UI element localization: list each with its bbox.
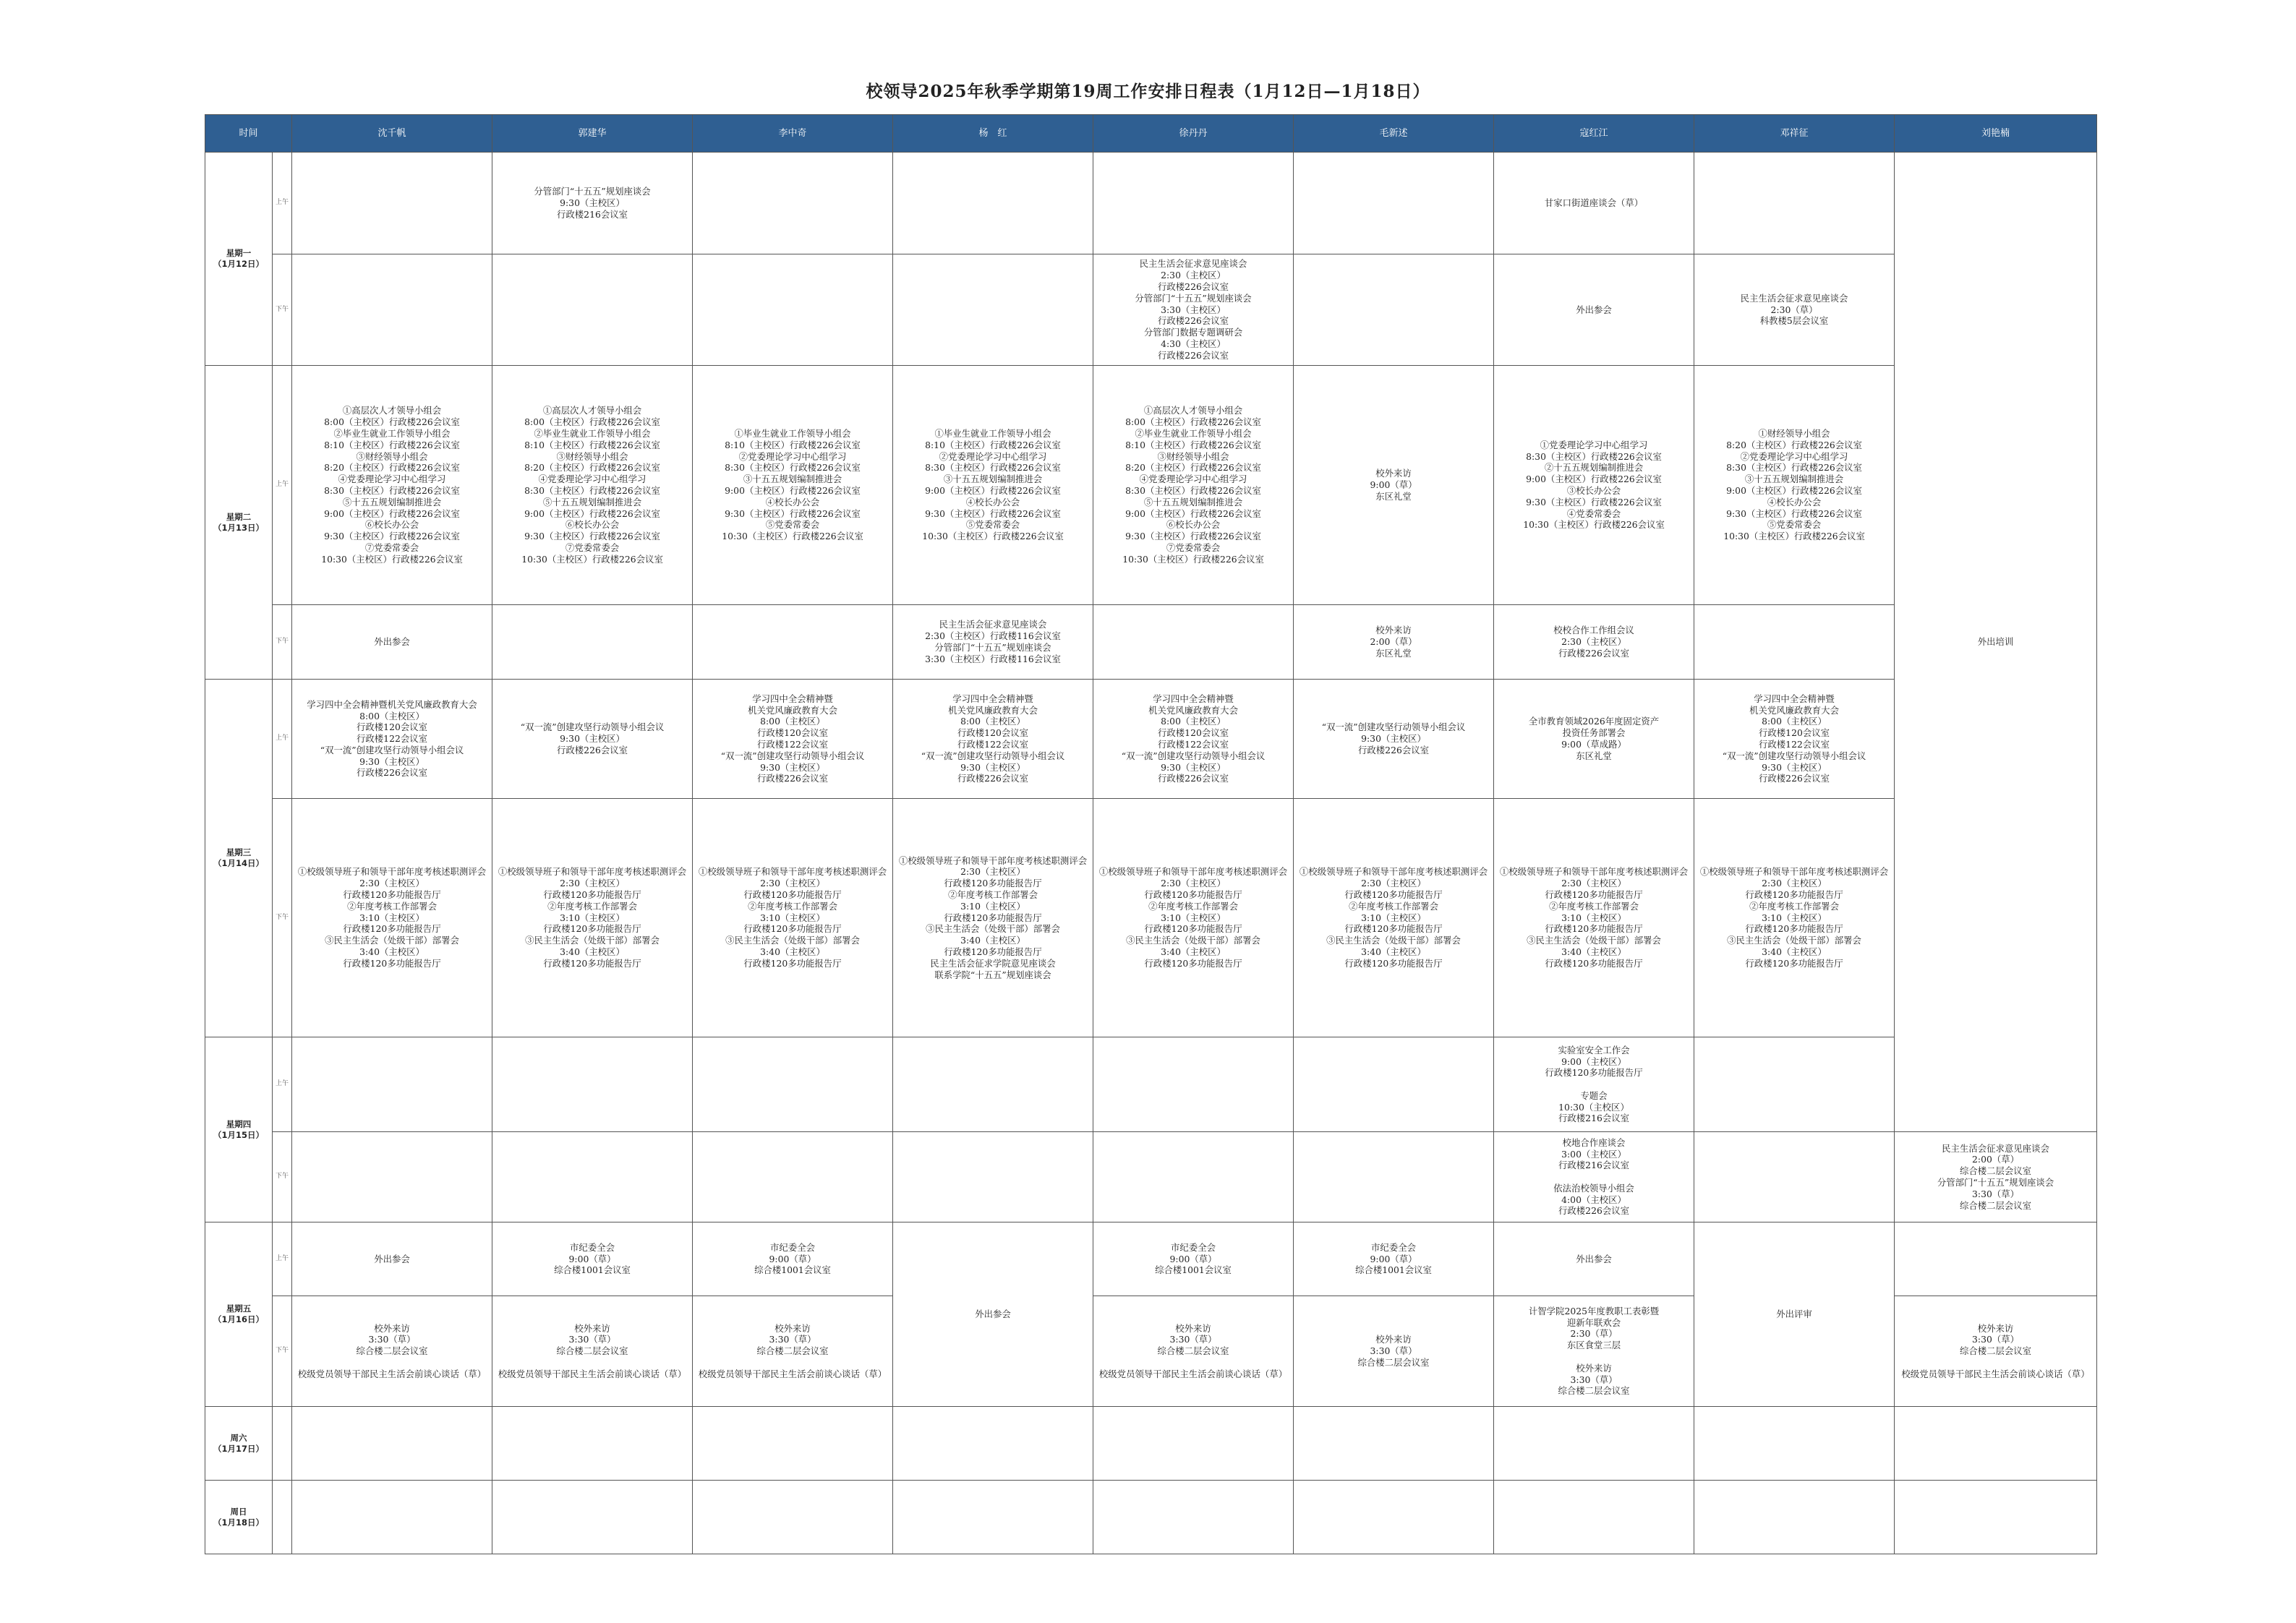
schedule-cell: 市纪委全会 9:00（草） 综合楼1001会议室 bbox=[1294, 1222, 1494, 1296]
schedule-cell bbox=[893, 1481, 1093, 1554]
half-label: 上午 bbox=[273, 153, 292, 254]
schedule-cell bbox=[1895, 1222, 2097, 1296]
schedule-table bbox=[205, 114, 2097, 1554]
schedule-cell: 甘家口街道座谈会（草） bbox=[1494, 153, 1694, 254]
schedule-cell bbox=[492, 254, 693, 366]
half-label: 下午 bbox=[273, 1132, 292, 1222]
schedule-cell bbox=[1294, 1037, 1494, 1132]
schedule-cell: 校外来访 3:30（草） 综合楼二层会议室 bbox=[1294, 1296, 1494, 1407]
header-person: 刘艳楠 bbox=[1895, 115, 2097, 153]
schedule-cell bbox=[1694, 1037, 1895, 1132]
schedule-cell: ①高层次人才领导小组会 8:00（主校区）行政楼226会议室 ②毕业生就业工作领导小组会 8:10（主校区）行政楼226会议室 ③财经领导小组会 8:20（主校区）行政楼226会议室 ④党委理论学习中心组学习 8:30（主校区）行政楼226会议室 ⑤十五五规划编制推进会 9:00（主校区）行政楼226会议室 ⑥校长办公会 9:30（主校区）行政楼226会议室 ⑦党委常委会 10:30（主校区）行政楼226会议室 bbox=[1093, 366, 1294, 605]
schedule-cell: 全市教育领域2026年度固定资产 投资任务部署会 9:00（草成路） 东区礼堂 bbox=[1494, 680, 1694, 799]
row-mon-pm bbox=[205, 254, 2097, 366]
schedule-cell bbox=[1294, 1407, 1494, 1481]
schedule-cell: 计智学院2025年度教职工表彰暨 迎新年联欢会 2:30（草） 东区食堂三层 校外来访 3:30（草） 综合楼二层会议室 bbox=[1494, 1296, 1694, 1407]
row-thu-am bbox=[205, 1037, 2097, 1132]
schedule-cell bbox=[1093, 1407, 1294, 1481]
schedule-cell bbox=[1294, 1132, 1494, 1222]
half-label: 下午 bbox=[273, 605, 292, 680]
schedule-cell: 外出参会 bbox=[292, 1222, 492, 1296]
header-time: 时间 bbox=[205, 115, 292, 153]
schedule-cell bbox=[1294, 1481, 1494, 1554]
schedule-cell: ①校级领导班子和领导干部年度考核述职测评会 2:30（主校区） 行政楼120多功能报告厅 ②年度考核工作部署会 3:10（主校区） 行政楼120多功能报告厅 ③民主生活会（处级干部）部署会 3:40（主校区） 行政楼120多功能报告厅 bbox=[693, 799, 893, 1037]
half-label: 上午 bbox=[273, 680, 292, 799]
day-label: 周六 （1月17日） bbox=[205, 1407, 273, 1481]
schedule-cell bbox=[1093, 1481, 1294, 1554]
header-person: 杨 红 bbox=[893, 115, 1093, 153]
row-sat bbox=[205, 1407, 2097, 1481]
schedule-cell: 外出参会 bbox=[893, 1222, 1093, 1407]
schedule-cell bbox=[693, 605, 893, 680]
schedule-cell: ①高层次人才领导小组会 8:00（主校区）行政楼226会议室 ②毕业生就业工作领导小组会 8:10（主校区）行政楼226会议室 ③财经领导小组会 8:20（主校区）行政楼226会议室 ④党委理论学习中心组学习 8:30（主校区）行政楼226会议室 ⑤十五五规划编制推进会 9:00（主校区）行政楼226会议室 ⑥校长办公会 9:30（主校区）行政楼226会议室 ⑦党委常委会 10:30（主校区）行政楼226会议室 bbox=[492, 366, 693, 605]
schedule-cell bbox=[693, 1132, 893, 1222]
schedule-cell: 学习四中全会精神暨 机关党风廉政教育大会 8:00（主校区） 行政楼120会议室 行政楼122会议室 “双一流”创建攻坚行动领导小组会议 9:30（主校区） 行政楼226会议室 bbox=[1093, 680, 1294, 799]
schedule-cell: ①党委理论学习中心组学习 8:30（主校区）行政楼226会议室 ②十五五规划编制推进会 9:00（主校区）行政楼226会议室 ③校长办公会 9:30（主校区）行政楼226会议室 ④党委常委会 10:30（主校区）行政楼226会议室 bbox=[1494, 366, 1694, 605]
schedule-cell bbox=[893, 1132, 1093, 1222]
day-label: 星期一 （1月12日） bbox=[205, 153, 273, 366]
schedule-cell: 校外来访 3:30（草） 综合楼二层会议室 校级党员领导干部民主生活会前谈心谈话（草） bbox=[492, 1296, 693, 1407]
schedule-cell: 校外来访 2:00（草） 东区礼堂 bbox=[1294, 605, 1494, 680]
schedule-cell: 校外来访 9:00（草） 东区礼堂 bbox=[1294, 366, 1494, 605]
schedule-cell bbox=[292, 1132, 492, 1222]
schedule-cell bbox=[893, 1407, 1093, 1481]
schedule-cell bbox=[1694, 1407, 1895, 1481]
header-person: 徐丹丹 bbox=[1093, 115, 1294, 153]
schedule-cell bbox=[1694, 1481, 1895, 1554]
day-label: 星期三 （1月14日） bbox=[205, 680, 273, 1037]
schedule-cell bbox=[1895, 1481, 2097, 1554]
schedule-cell bbox=[693, 153, 893, 254]
schedule-cell: 校外来访 3:30（草） 综合楼二层会议室 校级党员领导干部民主生活会前谈心谈话（草） bbox=[1895, 1296, 2097, 1407]
schedule-cell: ①校级领导班子和领导干部年度考核述职测评会 2:30（主校区） 行政楼120多功能报告厅 ②年度考核工作部署会 3:10（主校区） 行政楼120多功能报告厅 ③民主生活会（处级干部）部署会 3:40（主校区） 行政楼120多功能报告厅 bbox=[1294, 799, 1494, 1037]
schedule-cell: ①校级领导班子和领导干部年度考核述职测评会 2:30（主校区） 行政楼120多功能报告厅 ②年度考核工作部署会 3:10（主校区） 行政楼120多功能报告厅 ③民主生活会（处级干部）部署会 3:40（主校区） 行政楼120多功能报告厅 民主生活会征求学院意见座谈会 联系学院“十五五”规划座谈会 bbox=[893, 799, 1093, 1037]
half-label: 下午 bbox=[273, 254, 292, 366]
page-title: 校领导2025年秋季学期第19周工作安排日程表（1月12日—1月18日） bbox=[866, 82, 1430, 101]
schedule-cell bbox=[492, 1132, 693, 1222]
schedule-cell bbox=[1694, 153, 1895, 254]
schedule-cell: ①毕业生就业工作领导小组会 8:10（主校区）行政楼226会议室 ②党委理论学习中心组学习 8:30（主校区）行政楼226会议室 ③十五五规划编制推进会 9:00（主校区）行政楼226会议室 ④校长办公会 9:30（主校区）行政楼226会议室 ⑤党委常委会 10:30（主校区）行政楼226会议室 bbox=[693, 366, 893, 605]
schedule-cell: ①校级领导班子和领导干部年度考核述职测评会 2:30（主校区） 行政楼120多功能报告厅 ②年度考核工作部署会 3:10（主校区） 行政楼120多功能报告厅 ③民主生活会（处级干部）部署会 3:40（主校区） 行政楼120多功能报告厅 bbox=[1694, 799, 1895, 1037]
half-label: 下午 bbox=[273, 799, 292, 1037]
schedule-cell bbox=[1093, 1132, 1294, 1222]
schedule-cell: 校外来访 3:30（草） 综合楼二层会议室 校级党员领导干部民主生活会前谈心谈话（草） bbox=[693, 1296, 893, 1407]
day-label: 星期四 （1月15日） bbox=[205, 1037, 273, 1222]
schedule-cell: 外出参会 bbox=[1494, 254, 1694, 366]
day-label: 星期五 （1月16日） bbox=[205, 1222, 273, 1407]
header-person: 郭建华 bbox=[492, 115, 693, 153]
schedule-cell: 学习四中全会精神暨 机关党风廉政教育大会 8:00（主校区） 行政楼120会议室 行政楼122会议室 “双一流”创建攻坚行动领导小组会议 9:30（主校区） 行政楼226会议室 bbox=[893, 680, 1093, 799]
schedule-cell: 外出参会 bbox=[1494, 1222, 1694, 1296]
schedule-cell: 市纪委全会 9:00（草） 综合楼1001会议室 bbox=[492, 1222, 693, 1296]
header-person: 寇红江 bbox=[1494, 115, 1694, 153]
schedule-cell: ①高层次人才领导小组会 8:00（主校区）行政楼226会议室 ②毕业生就业工作领导小组会 8:10（主校区）行政楼226会议室 ③财经领导小组会 8:20（主校区）行政楼226会议室 ④党委理论学习中心组学习 8:30（主校区）行政楼226会议室 ⑤十五五规划编制推进会 9:00（主校区）行政楼226会议室 ⑥校长办公会 9:30（主校区）行政楼226会议室 ⑦党委常委会 10:30（主校区）行政楼226会议室 bbox=[292, 366, 492, 605]
row-tue-pm bbox=[205, 605, 2097, 680]
schedule-cell bbox=[1093, 153, 1294, 254]
schedule-cell bbox=[292, 1481, 492, 1554]
schedule-cell: ①校级领导班子和领导干部年度考核述职测评会 2:30（主校区） 行政楼120多功能报告厅 ②年度考核工作部署会 3:10（主校区） 行政楼120多功能报告厅 ③民主生活会（处级干部）部署会 3:40（主校区） 行政楼120多功能报告厅 bbox=[1093, 799, 1294, 1037]
half-label bbox=[273, 1481, 292, 1554]
header-row bbox=[205, 115, 2097, 153]
schedule-cell: ①校级领导班子和领导干部年度考核述职测评会 2:30（主校区） 行政楼120多功能报告厅 ②年度考核工作部署会 3:10（主校区） 行政楼120多功能报告厅 ③民主生活会（处级干部）部署会 3:40（主校区） 行政楼120多功能报告厅 bbox=[1494, 799, 1694, 1037]
schedule-cell bbox=[1294, 254, 1494, 366]
schedule-cell: ①财经领导小组会 8:20（主校区）行政楼226会议室 ②党委理论学习中心组学习 8:30（主校区）行政楼226会议室 ③十五五规划编制推进会 9:00（主校区）行政楼226会议室 ④校长办公会 9:30（主校区）行政楼226会议室 ⑤党委常委会 10:30（主校区）行政楼226会议室 bbox=[1694, 366, 1895, 605]
row-tue-am bbox=[205, 366, 2097, 605]
header-person: 李中奇 bbox=[693, 115, 893, 153]
schedule-cell bbox=[492, 605, 693, 680]
schedule-cell bbox=[492, 1037, 693, 1132]
schedule-cell bbox=[693, 1407, 893, 1481]
schedule-cell: 民主生活会征求意见座谈会 2:30（主校区） 行政楼226会议室 分管部门“十五五”规划座谈会 3:30（主校区） 行政楼226会议室 分管部门数据专题调研会 4:30（主校区） 行政楼226会议室 bbox=[1093, 254, 1294, 366]
schedule-cell: 分管部门“十五五”规划座谈会 9:30（主校区） 行政楼216会议室 bbox=[492, 153, 693, 254]
day-label: 周日 （1月18日） bbox=[205, 1481, 273, 1554]
schedule-cell bbox=[1694, 605, 1895, 680]
schedule-cell bbox=[1494, 1407, 1694, 1481]
half-label: 上午 bbox=[273, 1037, 292, 1132]
schedule-cell: ①校级领导班子和领导干部年度考核述职测评会 2:30（主校区） 行政楼120多功能报告厅 ②年度考核工作部署会 3:10（主校区） 行政楼120多功能报告厅 ③民主生活会（处级干部）部署会 3:40（主校区） 行政楼120多功能报告厅 bbox=[492, 799, 693, 1037]
schedule-cell bbox=[893, 254, 1093, 366]
schedule-cell: 外出培训 bbox=[1895, 153, 2097, 1132]
half-label bbox=[273, 1407, 292, 1481]
schedule-cell: 民主生活会征求意见座谈会 2:30（主校区）行政楼116会议室 分管部门“十五五”规划座谈会 3:30（主校区）行政楼116会议室 bbox=[893, 605, 1093, 680]
schedule-cell bbox=[292, 1407, 492, 1481]
schedule-cell: “双一流”创建攻坚行动领导小组会议 9:30（主校区） 行政楼226会议室 bbox=[1294, 680, 1494, 799]
row-wed-am bbox=[205, 680, 2097, 799]
schedule-cell: ①校级领导班子和领导干部年度考核述职测评会 2:30（主校区） 行政楼120多功能报告厅 ②年度考核工作部署会 3:10（主校区） 行政楼120多功能报告厅 ③民主生活会（处级干部）部署会 3:40（主校区） 行政楼120多功能报告厅 bbox=[292, 799, 492, 1037]
schedule-cell bbox=[693, 1481, 893, 1554]
schedule-cell bbox=[1093, 1037, 1294, 1132]
schedule-cell bbox=[693, 1037, 893, 1132]
schedule-cell: 校地合作座谈会 3:00（主校区） 行政楼216会议室 依法治校领导小组会 4:00（主校区） 行政楼226会议室 bbox=[1494, 1132, 1694, 1222]
schedule-cell: 校外来访 3:30（草） 综合楼二层会议室 校级党员领导干部民主生活会前谈心谈话（草） bbox=[292, 1296, 492, 1407]
schedule-cell bbox=[693, 254, 893, 366]
row-thu-pm bbox=[205, 1132, 2097, 1222]
row-mon-am bbox=[205, 153, 2097, 254]
schedule-cell: 民主生活会征求意见座谈会 2:30（草） 科教楼5层会议室 bbox=[1694, 254, 1895, 366]
schedule-cell bbox=[292, 254, 492, 366]
schedule-cell: 外出评审 bbox=[1694, 1222, 1895, 1407]
half-label: 上午 bbox=[273, 1222, 292, 1296]
schedule-cell: 外出参会 bbox=[292, 605, 492, 680]
schedule-cell bbox=[492, 1481, 693, 1554]
schedule-cell: 市纪委全会 9:00（草） 综合楼1001会议室 bbox=[693, 1222, 893, 1296]
schedule-cell bbox=[292, 1037, 492, 1132]
day-label: 星期二 （1月13日） bbox=[205, 366, 273, 680]
schedule-cell bbox=[1895, 1407, 2097, 1481]
schedule-cell: 学习四中全会精神暨 机关党风廉政教育大会 8:00（主校区） 行政楼120会议室 行政楼122会议室 “双一流”创建攻坚行动领导小组会议 9:30（主校区） 行政楼226会议室 bbox=[1694, 680, 1895, 799]
schedule-cell bbox=[1093, 605, 1294, 680]
header-person: 邓祥征 bbox=[1694, 115, 1895, 153]
schedule-cell bbox=[292, 153, 492, 254]
half-label: 下午 bbox=[273, 1296, 292, 1407]
schedule-cell bbox=[893, 1037, 1093, 1132]
row-fri-am bbox=[205, 1222, 2097, 1296]
schedule-cell: 实验室安全工作会 9:00（主校区） 行政楼120多功能报告厅 专题会 10:30（主校区） 行政楼216会议室 bbox=[1494, 1037, 1694, 1132]
schedule-cell bbox=[1494, 1481, 1694, 1554]
schedule-cell: 市纪委全会 9:00（草） 综合楼1001会议室 bbox=[1093, 1222, 1294, 1296]
schedule-cell: 学习四中全会精神暨机关党风廉政教育大会 8:00（主校区） 行政楼120会议室 行政楼122会议室 “双一流”创建攻坚行动领导小组会议 9:30（主校区） 行政楼226会议室 bbox=[292, 680, 492, 799]
row-sun bbox=[205, 1481, 2097, 1554]
schedule-cell: “双一流”创建攻坚行动领导小组会议 9:30（主校区） 行政楼226会议室 bbox=[492, 680, 693, 799]
schedule-cell: ①毕业生就业工作领导小组会 8:10（主校区）行政楼226会议室 ②党委理论学习中心组学习 8:30（主校区）行政楼226会议室 ③十五五规划编制推进会 9:00（主校区）行政楼226会议室 ④校长办公会 9:30（主校区）行政楼226会议室 ⑤党委常委会 10:30（主校区）行政楼226会议室 bbox=[893, 366, 1093, 605]
schedule-cell bbox=[893, 153, 1093, 254]
schedule-cell: 校校合作工作组会议 2:30（主校区） 行政楼226会议室 bbox=[1494, 605, 1694, 680]
schedule-cell bbox=[1694, 1132, 1895, 1222]
row-wed-pm bbox=[205, 799, 2097, 1037]
schedule-cell bbox=[492, 1407, 693, 1481]
schedule-cell: 民主生活会征求意见座谈会 2:00（草） 综合楼二层会议室 分管部门“十五五”规划座谈会 3:30（草） 综合楼二层会议室 bbox=[1895, 1132, 2097, 1222]
schedule-cell: 学习四中全会精神暨 机关党风廉政教育大会 8:00（主校区） 行政楼120会议室 行政楼122会议室 “双一流”创建攻坚行动领导小组会议 9:30（主校区） 行政楼226会议室 bbox=[693, 680, 893, 799]
schedule-cell bbox=[1294, 153, 1494, 254]
header-person: 毛新述 bbox=[1294, 115, 1494, 153]
schedule-cell: 校外来访 3:30（草） 综合楼二层会议室 校级党员领导干部民主生活会前谈心谈话（草） bbox=[1093, 1296, 1294, 1407]
header-person: 沈千帆 bbox=[292, 115, 492, 153]
half-label: 上午 bbox=[273, 366, 292, 605]
